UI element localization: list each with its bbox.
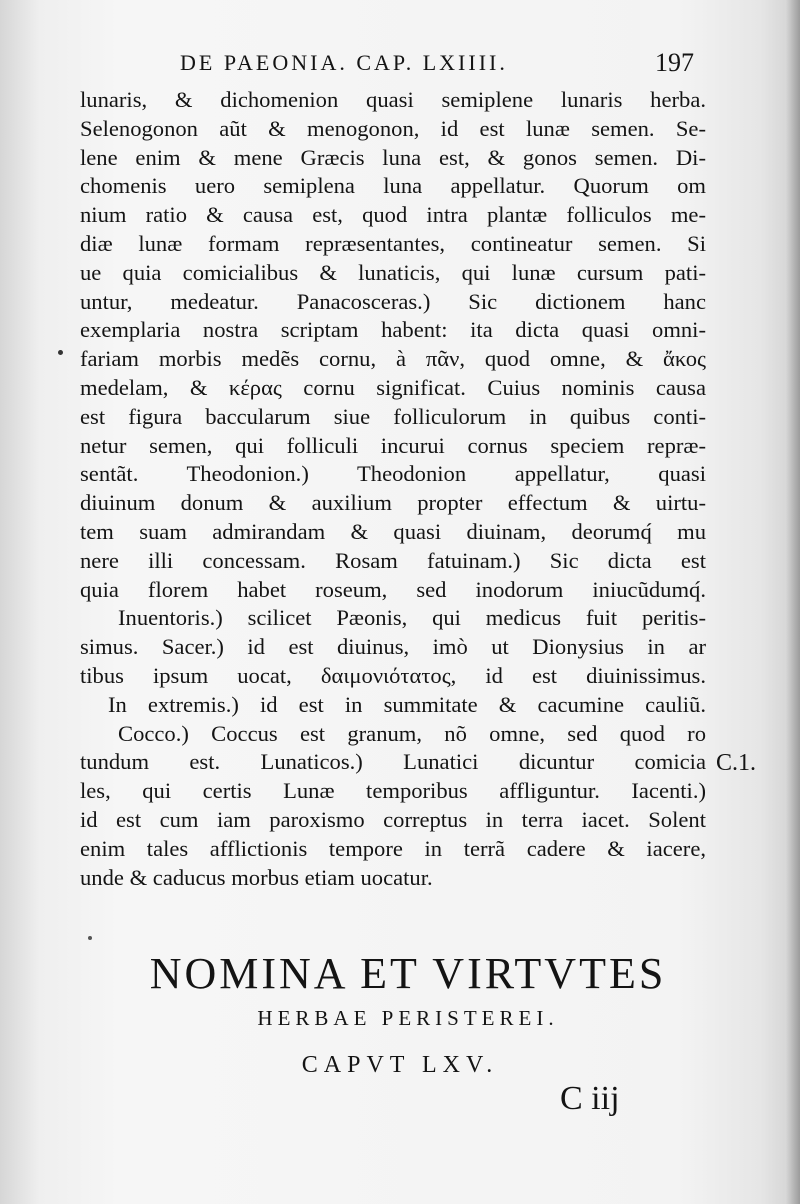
text-line: Cocco.) Coccus est granum, nõ omne, sed quod ro <box>118 720 706 746</box>
section-title: NOMINA ET VIRTVTES <box>149 949 667 998</box>
text-line: nium ratio & causa est, quod intra plantæ folliculos me- <box>80 202 706 228</box>
text-line: In extremis.) id est in summitate & cacumine cauliũ. <box>108 691 706 717</box>
text-line: exemplaria nostra scriptam habent: ita dicta quasi omni- <box>80 317 706 343</box>
text-line: chomenis uero semiplena luna appellatur. Quorum om <box>80 173 706 199</box>
text-line: id est cum iam paroxismo correptus in terra iacet. Solent <box>80 806 706 832</box>
running-head <box>0 50 800 80</box>
text-line: quia florem habet roseum, sed inodorum iniucũdumq́. <box>80 576 706 602</box>
text-line: tibus ipsum uocat, δαιμονιότατος, id est diuinissimus. <box>80 662 706 688</box>
text-line: diuinum donum & auxilium propter effectum & uirtu- <box>80 490 706 516</box>
chapter-heading: CAPVT LXV. <box>301 1052 499 1078</box>
text-line: lunaris, & dichomenion quasi semiplene lunaris herba. <box>80 87 706 112</box>
text-line: Inuentoris.) scilicet Pæonis, qui medicus fuit peritis- <box>118 605 706 631</box>
text-line: netur semen, qui folliculi incurui cornus speciem repræ- <box>80 432 706 458</box>
page-number: 197 <box>655 48 694 77</box>
text-line: nere illi concessam. Rosam fatuinam.) Sic dicta est <box>80 547 706 573</box>
text-line: Selenogonon aũt & menogonon, id est lunæ semen. Se- <box>80 115 706 141</box>
running-head-title: DE PAEONIA. CAP. LXIIII. <box>180 50 508 75</box>
ink-mark <box>58 350 63 355</box>
text-line: untur, medeatur. Panacosceras.) Sic dictionem hanc <box>80 288 706 314</box>
text-line: enim tales afflictionis tempore in terrã cadere & iacere, <box>80 835 706 861</box>
body-text <box>80 86 706 892</box>
margin-note: C.1. <box>716 750 757 776</box>
text-line: tem suam admirandam & quasi diuinam, deorumq́ mu <box>80 518 706 544</box>
text-line: est figura baccularum siue folliculorum in quibus conti- <box>80 403 706 429</box>
text-line: unde & caducus morbus etiam uocatur. <box>80 864 433 890</box>
text-line: sentãt. Theodonion.) Theodonion appellatur, quasi <box>80 461 706 487</box>
text-line: diæ lunæ formam repræsentantes, contineatur semen. Si <box>80 230 706 256</box>
ink-mark <box>88 936 92 940</box>
signature-mark: C iij <box>560 1080 620 1117</box>
text-line: ue quia comicialibus & lunaticis, qui lunæ cursum pati- <box>80 259 706 285</box>
text-line: les, qui certis Lunæ temporibus affliguntur. Iacenti.) <box>80 778 706 804</box>
text-line: lene enim & mene Græcis luna est, & gonos semen. Di- <box>80 144 706 170</box>
section-subtitle: HERBAE PERISTEREI. <box>257 1006 559 1030</box>
text-line: medelam, & κέρας cornu significat. Cuius nominis causa <box>80 374 706 400</box>
text-line: tundum est. Lunaticos.) Lunatici dicuntur comicia <box>80 749 706 775</box>
text-line: simus. Sacer.) id est diuinus, imò ut Dionysius in ar <box>80 634 706 660</box>
text-line: fariam morbis medẽs cornu, à πᾶν, quod omne, & ἄκος <box>80 346 706 372</box>
